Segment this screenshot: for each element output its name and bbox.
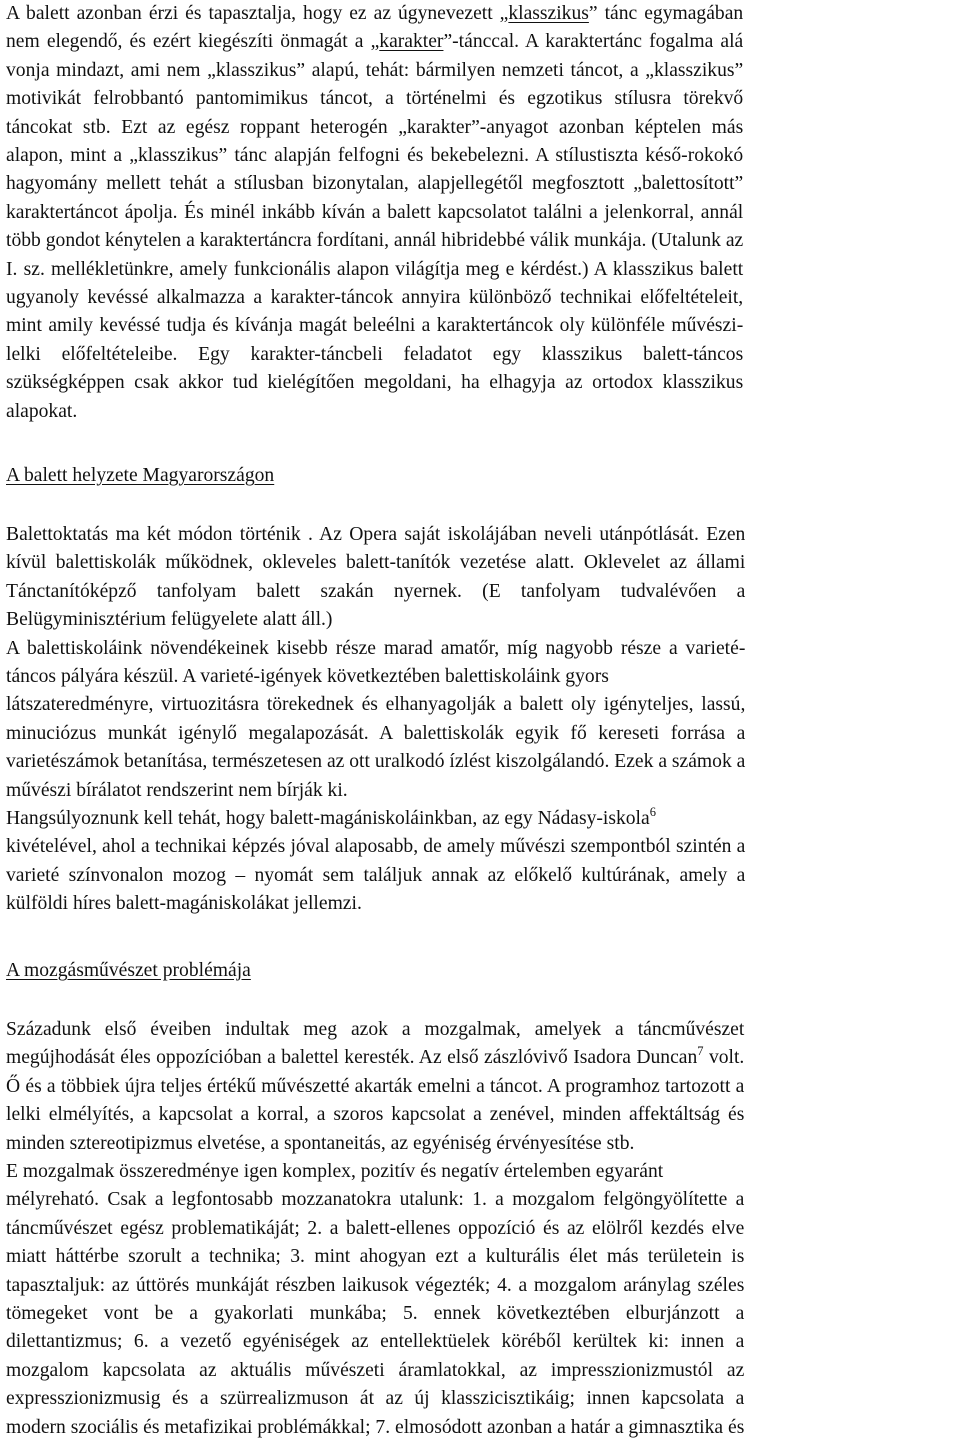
text-line: alapon, mint a „klasszikus” tánc alapján felfogni és bekebelezni. A stílustiszta késő-rokokó [6, 145, 744, 167]
text-line: ugyanoly kevéssé alkalmazza a karakter-táncok annyira különböző technikai előfeltételeit, [6, 287, 744, 309]
text-line: expresszionizmusig és a szürrealizmuson át az új klasszicisztikáig; innen kapcsolata a [6, 1388, 745, 1410]
text-line: I. sz. mellékletünkre, amely funkcionális alapon világítja meg e kérdést.) A klasszikus balett [6, 258, 744, 280]
text-line: varieté színvonalon mozog – nyomát sem találjuk annak az előkelő kultúrának, amely a [6, 864, 746, 886]
text-line: külföldi híres balett-magániskolákat jellemzi. [6, 893, 362, 915]
text-line: miatt háttérbe szorult a technika; 3. mint ahogyan ezt a kulturális élet más területein is [6, 1246, 745, 1268]
text-line: lelki elmélyítés, a kapcsolat a korral, a szoros kapcsolat a zenével, minden affektáltság és [6, 1104, 745, 1126]
paragraph-karaktertanc [6, 0, 743, 426]
text-line: látszateredményre, virtuozitásra törekednek és elhanyagolják a balett oly igényteljes, lassú, [6, 694, 746, 716]
underlined-term: karakter [379, 31, 444, 53]
text-line: tapasztaljuk: az úttörés munkáját részben laikusok végezték; 4. a mozgalom aránylag széles [6, 1274, 745, 1296]
text-line: A balettiskoláink növendékeinek kisebb része marad amatőr, míg nagyobb része a varieté- [6, 637, 746, 659]
text-line: táncos pályára készül. A varieté-igények következtében balettiskoláink gyors [6, 666, 609, 688]
text-line: táncművészet egész problematikáját; 2. a balett-ellenes oppozíció és az elölről kezdés elve [6, 1217, 745, 1239]
text-line: minuciózus munkát igénylő megalapozását. A balettiskolák egyik fő kereseti forrása a [6, 722, 746, 744]
underlined-term: klasszikus [508, 3, 589, 24]
footnote-marker: 6 [649, 805, 656, 820]
text-line: kivételével, ahol a technikai képzés jóval alaposabb, de amely művészi szempontból szintén a [6, 836, 746, 858]
text-line: dilettantizmus; 6. a vezető egyéniségek az entellektüelek köréből kerültek ki: innen a [6, 1331, 745, 1353]
text-line: nem elegendő, és ezért kiegészíti önmagát a „karakter”-tánccal. A karaktertánc fogalma alá [6, 31, 744, 53]
text-line: művészi bírálatot rendszerint nem bírják ki. [6, 779, 348, 801]
text-line: minden sztereotipizmus elvetése, a spontaneitás, az egyéniség érvényesítése stb. [6, 1132, 635, 1154]
text-line: vonja mindazt, ami nem „klasszikus” alapú, tehát: bármilyen nemzeti táncot, a „klasszikus” [6, 59, 744, 81]
section-heading-balett-magyarorszagon: A balett helyzete Magyarországon [6, 465, 275, 486]
section-heading-mozgasmuveszet: A mozgásművészet problémája [6, 960, 251, 981]
text-line: Belügyminisztérium felügyelete alatt áll.) [6, 609, 333, 631]
text-line: szükségképpen csak akkor tud kielégítően megoldani, ha elhagyja az ortodox klasszikus [6, 372, 744, 394]
text-line: Századunk első éveiben indultak meg azok a mozgalmak, amelyek a táncművészet [6, 1019, 745, 1040]
text-line: E mozgalmak összeredménye igen komplex, pozitív és negatív értelemben egyaránt [6, 1161, 664, 1183]
footnote-marker: 7 [697, 1044, 704, 1059]
text-line: alapokat. [6, 400, 78, 422]
text-line: varietészámok betanítása, természetesen az ott uralkodó ízlést kiszolgálandó. Ezek a számok a [6, 751, 746, 773]
text-line: Balettoktatás ma két módon történik . Az Opera saját iskolájában neveli utánpótlását. Ezen [6, 524, 746, 545]
text-line: Ő és a többiek újra teljes értékű művészetté akarták emelni a táncot. A programhoz tartozott a [6, 1075, 745, 1097]
text-line: több gondot kénytelen a karaktertáncra fordítani, annál hibridebbé válik munkája. (Utalunk az [6, 230, 744, 252]
paragraph-balettoktatas [6, 521, 745, 919]
text-line: mozgalom kapcsolata az aktuális művészeti áramlatokkal, az impresszionizmustól az [6, 1359, 745, 1381]
text-line: modern szociális és metafizikai problémákkal; 7. elmosódott azonban a határ a gimnasztika és [6, 1416, 745, 1438]
text-line: hagyomány mellett tehát a stílusban bizonytalan, alapjellegétől megfosztott „balettosított” [6, 173, 744, 195]
text-line: tömegeket vont be a gyakorlati munkába; 5. ennek következtében elburjánzott a [6, 1303, 745, 1325]
text-line: táncokat stb. Ezt az egész roppant heterogén „karakter”-anyagot azonban képtelen más [6, 116, 744, 138]
text-line: A balett azonban érzi és tapasztalja, hogy ez az úgynevezett „klasszikus” tánc egymagában [6, 3, 744, 24]
text-line: kívül balettiskolák működnek, okleveles balett-tanítók vezetése alatt. Oklevelet az állami [6, 552, 746, 574]
text-line: lelki előfeltételeibe. Egy karakter-táncbeli feladatot egy klasszikus balett-táncos [6, 343, 744, 365]
text-line: megújhodását éles oppozícióban a balettel keresték. Az első zászlóvivő Isadora Duncan$^7$ volt. [6, 1044, 745, 1069]
text-line: Hangsúlyoznunk kell tehát, hogy balett-magániskoláinkban, az egy Nádasy-iskola$^6$ [6, 805, 656, 830]
text-line: motivikát felrobbantó pantomimikus táncot, a történelmi és egzotikus stílusra törekvő [6, 88, 744, 110]
text-line: Tánctanítóképző tanfolyam balett szakán nyernek. (E tanfolyam tudvalévően a [6, 580, 746, 602]
paragraph-mozgasmuveszet [6, 1016, 744, 1442]
text-line: mint amily kevéssé tudja és kívánja magát beleélni a karaktertáncok oly különféle művészi- [6, 315, 744, 337]
text-line: karaktertáncot ápolja. És minél inkább kíván a balett kapcsolatot találni a jelenkorral, annál [6, 201, 744, 223]
text-line: mélyreható. Csak a legfontosabb mozzanatokra utalunk: 1. a mozgalom felgöngyölítette a [6, 1189, 745, 1211]
